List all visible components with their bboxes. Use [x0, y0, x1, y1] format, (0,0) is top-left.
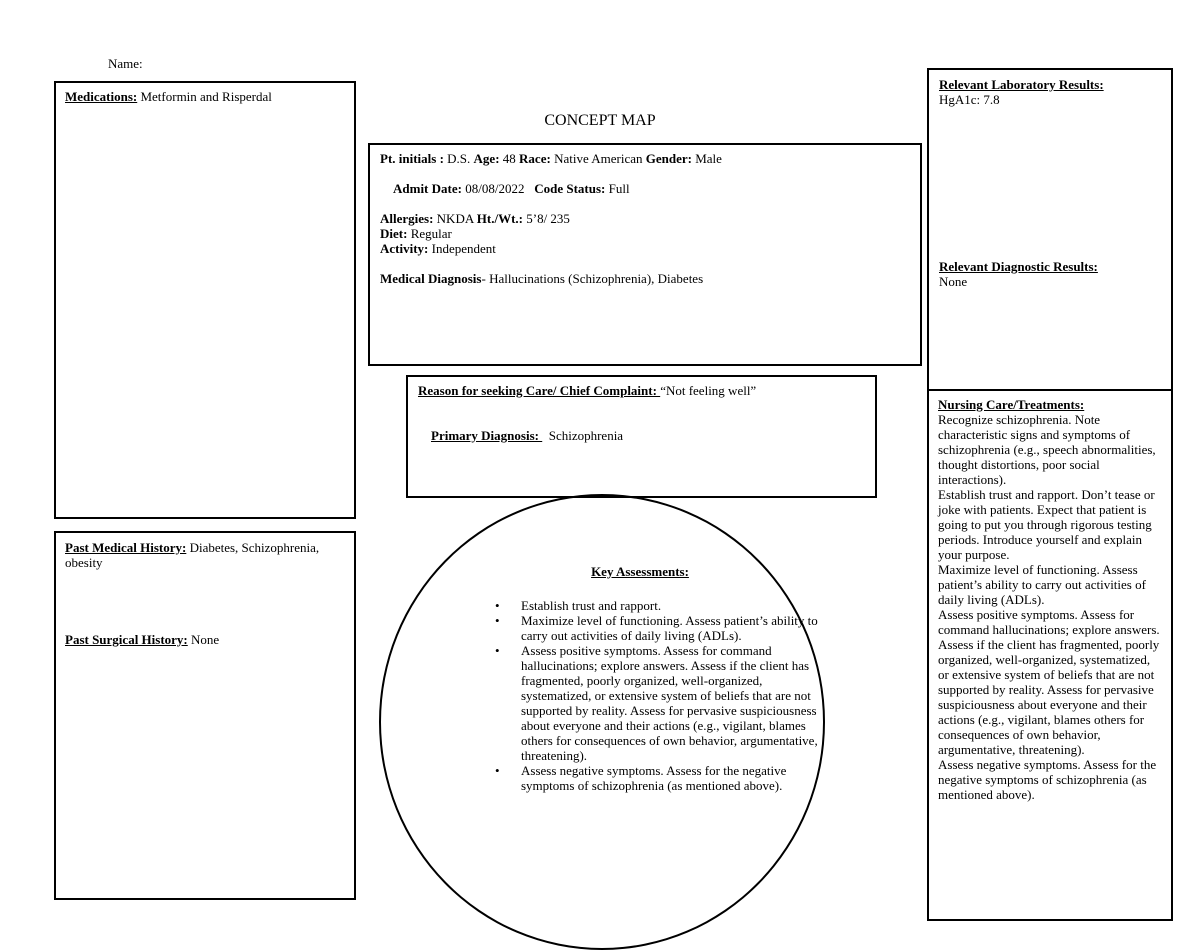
htwt-value: 5’8/ 235 — [522, 211, 570, 226]
reason-box — [406, 375, 877, 498]
gender-label: Gender: — [645, 151, 692, 166]
patient-line-4 — [380, 226, 910, 241]
gender-value: Male — [691, 151, 722, 166]
chief-complaint-value: “Not feeling well” — [660, 383, 757, 398]
patient-info-box — [368, 143, 922, 366]
patient-line-2 — [380, 166, 910, 211]
allergies-value: NKDA — [433, 211, 477, 226]
code-status-label: Code Status: — [534, 181, 606, 196]
pmh-value: Diabetes, Schizophrenia, obesity — [65, 540, 320, 570]
labs-value: HgA1c: 7.8 — [939, 92, 1000, 107]
diagnostic-label: Relevant Diagnostic Results: — [939, 259, 1098, 274]
admit-value: 08/08/2022 — [461, 181, 535, 196]
activity-label: Activity: — [380, 241, 429, 256]
diagnostic-value: None — [939, 274, 968, 289]
medical-diagnosis-label: Medical Diagnosis — [380, 271, 482, 286]
medical-diagnosis-value: - Hallucinations (Schizophrenia), Diabetes — [481, 271, 704, 286]
diet-label: Diet: — [380, 226, 408, 241]
key-assessments-title: Key Assessments: — [591, 564, 689, 579]
allergies-label: Allergies: — [380, 211, 434, 226]
medications-value: Metformin and Risperdal — [137, 89, 272, 104]
initials-label: Pt. initials : — [380, 151, 444, 166]
key-assessments-content — [491, 598, 823, 865]
labs-box — [927, 68, 1173, 392]
code-status-value: Full — [605, 181, 630, 196]
activity-value: Independent — [428, 241, 496, 256]
labs-label: Relevant Laboratory Results: — [939, 77, 1104, 92]
key-assessment-item: • Establish trust and rapport. — [491, 598, 823, 613]
key-assessment-item: • Assess positive symptoms. Assess for command hallucinations; explore answers. Assess if the client has fragmented, poorly organized, well-organized, systematized, or extensive system of beliefs that are not supported by reality. Assess for pervasive suspiciousness about everyone and their actions (e.g., vigilant, blames others for consequences of own behavior, argumentative, threatening). — [491, 643, 823, 763]
race-value: Native American — [550, 151, 646, 166]
primary-diagnosis-value: Schizophrenia — [542, 428, 624, 443]
primary-diagnosis-label: Primary Diagnosis: — [431, 428, 543, 443]
patient-line-1 — [380, 151, 910, 166]
htwt-label: Ht./Wt.: — [476, 211, 523, 226]
name-label: Name: — [108, 56, 143, 71]
psh-value: None — [187, 632, 220, 647]
key-assessment-item: • Assess negative symptoms. Assess for the negative symptoms of schizophrenia (as mentioned above). — [491, 763, 823, 793]
patient-line-5 — [380, 241, 910, 256]
age-label: Age: — [473, 151, 500, 166]
nursing-care-text: Recognize schizophrenia. Note characteristic signs and symptoms of schizophrenia (e.g., speech abnormalities, thought distortions, poor social interactions). Establish trust and rapport. Don’t tease or joke with patients. Expect that patient is going to put you through rigorous testing periods. Introduce yourself and explain your purpose. Maximize level of functioning. Assess patient’s ability to carry out activities of daily living (ADLs). Assess positive symptoms. Assess for command hallucinations; explore answers. Assess if the client has fragmented, poorly organized, well-organized, systematized, or extensive system of beliefs that are not supported by reality. Assess for pervasive suspiciousness about everyone and their actions (e.g., vigilant, blames others for consequences of own behavior, argumentative, threatening). Assess negative symptoms. Assess for the negative symptoms of schizophrenia (as mentioned above). — [938, 412, 1160, 802]
age-value: 48 — [499, 151, 520, 166]
psh-label: Past Surgical History: — [65, 632, 188, 647]
diet-value: Regular — [407, 226, 452, 241]
patient-line-6 — [380, 271, 910, 286]
medications-label: Medications: — [65, 89, 138, 104]
nursing-care-box — [927, 389, 1173, 921]
history-box — [54, 531, 356, 900]
pmh-label: Past Medical History: — [65, 540, 187, 555]
chief-complaint-label: Reason for seeking Care/ Chief Complaint: — [418, 383, 661, 398]
admit-label: Admit Date: — [393, 181, 462, 196]
page-title: CONCEPT MAP — [544, 112, 656, 129]
nursing-care-label: Nursing Care/Treatments: — [938, 397, 1085, 412]
key-assessment-item: • Maximize level of functioning. Assess patient’s ability to carry out activities of daily living (ADLs). — [491, 613, 823, 643]
medications-box — [54, 81, 356, 519]
race-label: Race: — [519, 151, 551, 166]
patient-line-3 — [380, 211, 910, 226]
initials-value: D.S. — [443, 151, 474, 166]
